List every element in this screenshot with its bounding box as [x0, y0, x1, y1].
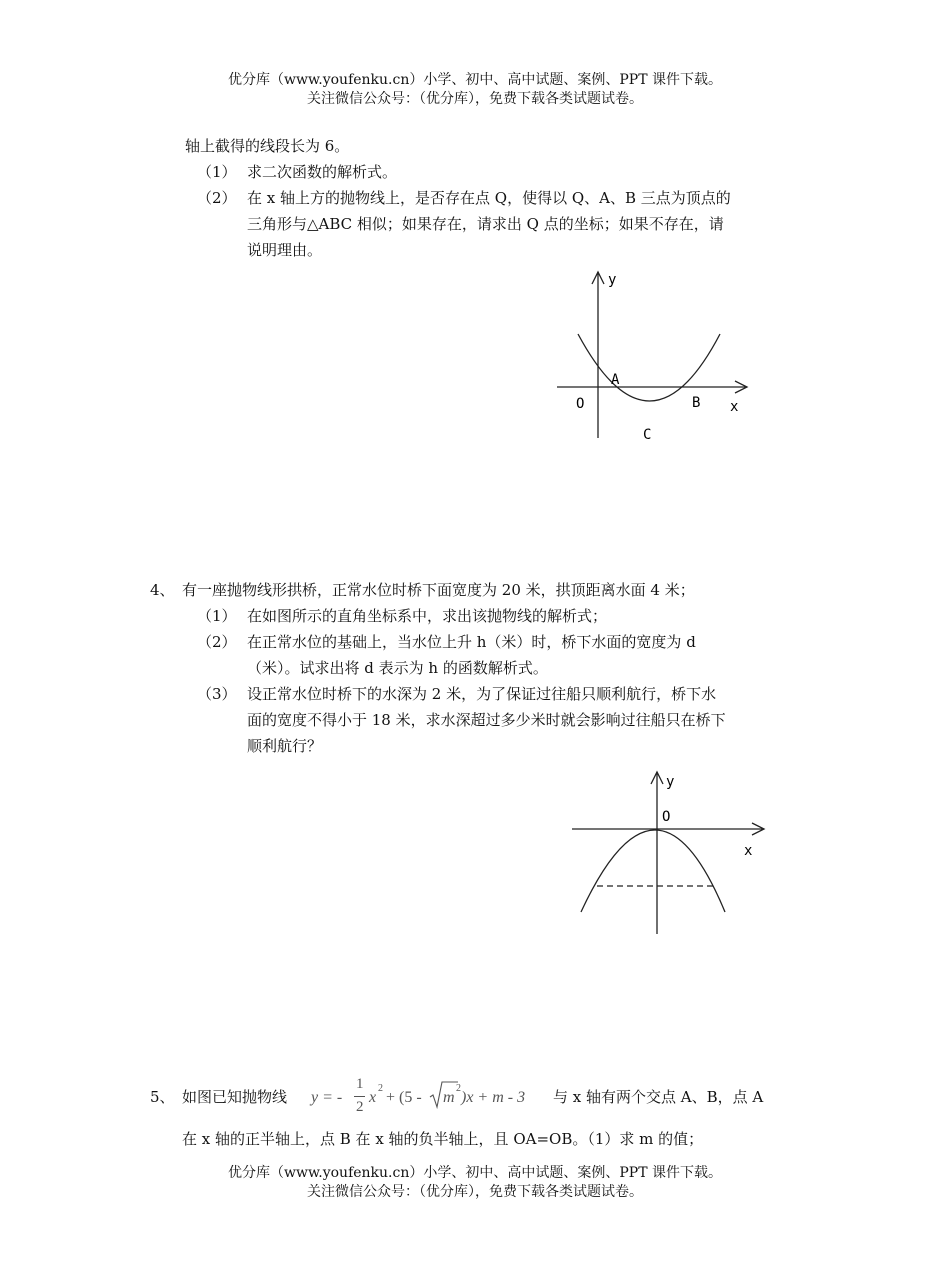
q3-part1-text: 求二次函数的解析式。: [247, 163, 398, 181]
q3-point-a-label: A: [611, 372, 620, 388]
q3-x-label: x: [730, 399, 739, 415]
q5-stem-before: 如图已知抛物线: [182, 1088, 288, 1106]
q3-parabola-figure: [552, 262, 762, 447]
page-header-line1: 优分库（www.youfenku.cn）小学、初中、高中试题、案例、PPT 课件下载。: [227, 72, 722, 88]
q4-part3-line2: 面的宽度不得小于 18 米，求水深超过多少米时就会影响过往船只在桥下: [247, 711, 726, 729]
q5-formula-lhs: y = -: [311, 1089, 343, 1106]
q3-point-b-label: B: [692, 395, 701, 411]
q4-part2-line2: （米）。试求出将 d 表示为 h 的函数解析式。: [247, 659, 548, 677]
q5-stem-after: 与 x 轴有两个交点 A、B，点 A: [553, 1088, 764, 1106]
q5-formula-root-body: m: [443, 1089, 455, 1106]
q5-number: 5、: [150, 1088, 175, 1106]
page-footer-line1: 优分库（www.youfenku.cn）小学、初中、高中试题、案例、PPT 课件下载。: [227, 1165, 722, 1181]
q3-intro: 轴上截得的线段长为 6。: [185, 137, 350, 155]
q4-part2-number: （2）: [197, 633, 237, 651]
q3-y-label: y: [608, 272, 617, 288]
q4-x-label: x: [744, 843, 753, 859]
q4-part3-number: （3）: [197, 685, 237, 703]
q4-arch-figure: [566, 766, 772, 938]
q4-part1-number: （1）: [197, 607, 237, 625]
q5-formula-frac-num: 1: [356, 1076, 364, 1092]
q4-stem: 有一座抛物线形拱桥，正常水位时桥下面宽度为 20 米，拱顶距离水面 4 米；: [182, 581, 695, 599]
q3-part2-line3: 说明理由。: [247, 241, 323, 259]
q3-parabola-curve: [578, 334, 720, 401]
q5-stem-line2: 在 x 轴的正半轴上，点 B 在 x 轴的负半轴上，且 OA=OB。（1）求 m 的值；: [182, 1130, 704, 1148]
q4-part1-text: 在如图所示的直角坐标系中，求出该抛物线的解析式；: [247, 607, 608, 625]
page-footer-line2: 关注微信公众号：（优分库），免费下载各类试题试卷。: [307, 1184, 643, 1200]
q5-formula-sup1: 2: [378, 1083, 383, 1094]
q3-part2-line2: 三角形与△ABC 相似；如果存在，请求出 Q 点的坐标；如果不存在，请: [247, 215, 724, 233]
q5-formula-frac-bar: [354, 1096, 365, 1097]
page-header-line2: 关注微信公众号：（优分库），免费下载各类试题试卷。: [307, 91, 643, 107]
q5-formula-frac-den: 2: [356, 1099, 364, 1115]
q4-part2-line1: 在正常水位的基础上，当水位上升 h（米）时，桥下水面的宽度为 d: [247, 633, 696, 651]
q3-part2-line1: 在 x 轴上方的抛物线上，是否存在点 Q，使得以 Q、A、B 三点为顶点的: [247, 189, 731, 207]
q3-part2-number: （2）: [197, 189, 237, 207]
q5-formula-mid: + (5 -: [386, 1089, 422, 1106]
q4-part3-line1: 设正常水位时桥下的水深为 2 米，为了保证过往船只顺利航行，桥下水: [247, 685, 717, 703]
q3-point-c-label: C: [643, 427, 652, 443]
q4-number: 4、: [150, 581, 175, 599]
q5-formula-tail: )x + m - 3: [461, 1089, 526, 1106]
q3-origin-label: O: [576, 396, 585, 412]
q5-formula-x: x: [369, 1089, 377, 1106]
q4-part3-line3: 顺利航行？: [247, 737, 323, 755]
q5-formula-root-sup: 2: [456, 1083, 461, 1094]
q4-y-label: y: [666, 774, 675, 790]
q4-origin-label: O: [662, 809, 671, 825]
q3-part1-number: （1）: [197, 163, 237, 181]
q4-arch-curve: [581, 830, 725, 912]
